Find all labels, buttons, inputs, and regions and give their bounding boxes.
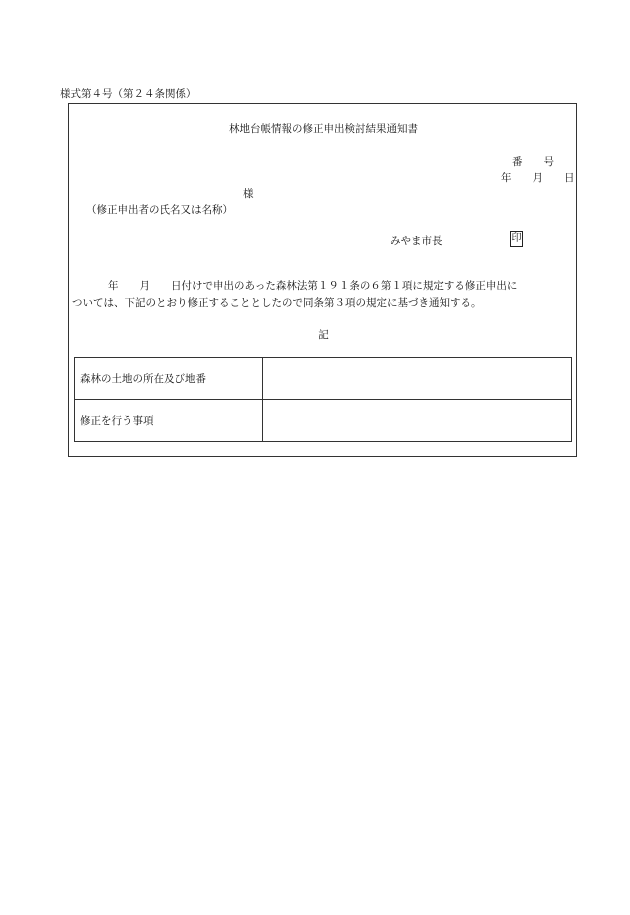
correction-items-table [74,357,572,442]
table-row-label: 修正を行う事項 [75,400,263,442]
body-line-1: 年 月 日付けで申出のあった森林法第１９１条の６第１項に規定する修正申出に [108,280,518,292]
seal-stamp-icon: 印 [510,231,523,247]
document-date-field: 年 月 日 [501,172,575,184]
document-number-field: 番 号 [512,156,554,168]
issuer-name: みやま市長 [390,235,443,247]
table-row-label: 森林の土地の所在及び地番 [75,358,263,400]
table-row [75,400,572,442]
body-line-2: ついては、下記のとおり修正することとしたので同条第３項の規定に基づき通知する。 [72,297,482,309]
notice-form-frame [68,103,577,457]
table-row-value [263,358,572,400]
form-number-label: 様式第４号（第２４条関係） [60,88,197,100]
document-title: 林地台帳情報の修正申出検討結果通知書 [229,123,418,135]
addressee-honorific: 様 [243,188,254,200]
table-row-value [263,400,572,442]
notice-body-text [72,278,575,312]
ki-heading: 記 [318,329,329,341]
applicant-name-label: （修正申出者の氏名又は名称） [86,204,233,216]
table-row [75,358,572,400]
